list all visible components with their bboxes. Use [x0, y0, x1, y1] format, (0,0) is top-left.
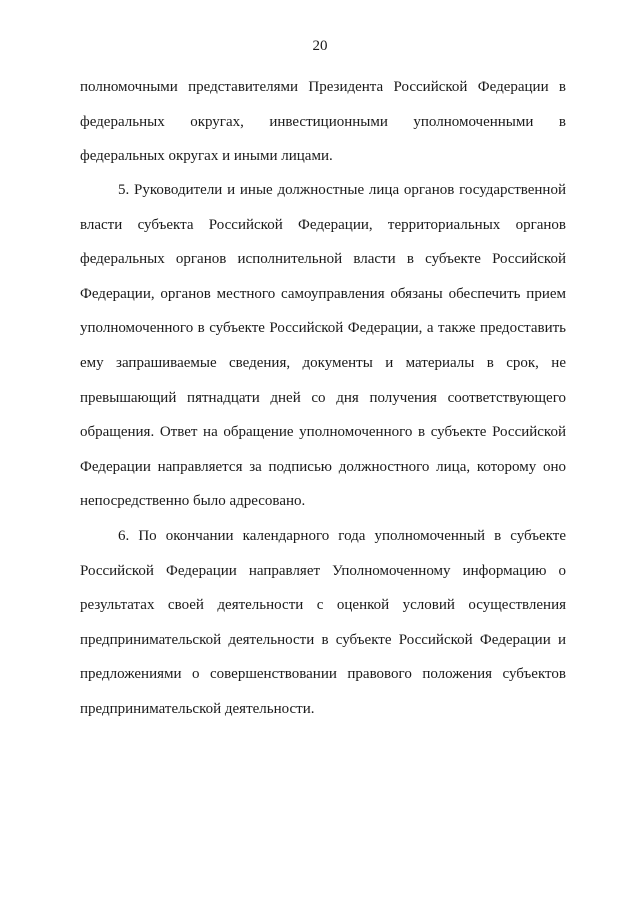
- paragraph-item-6: 6. По окончании календарного года уполномоченный в субъекте Российской Федерации направляет Уполномоченному информацию о результатах своей деятельности с оценкой условий осуществления предпринимательской деятельности в субъекте Российской Федерации и предложениями о совершенствовании правового положения субъектов предпринимательской деятельности.: [80, 528, 566, 717]
- page-number: 20: [312, 38, 328, 54]
- paragraph-continuation: полномочными представителями Президента Российской Федерации в федеральных округах, инвестиционными уполномоченными в федеральных округах и иными лицами.: [80, 79, 566, 165]
- paragraph-item-5: 5. Руководители и иные должностные лица органов государственной власти субъекта Российской Федерации, территориальных органов федеральных органов исполнительной власти в субъекте Российской Федерации, органов местного самоуправления обязаны обеспечить прием уполномоченного в субъекте Российской Федерации, а также предоставить ему запрашиваемые сведения, документы и материалы в срок, не превышающий пятнадцати дней со дня получения соответствующего обращения. Ответ на обращение уполномоченного в субъекте Российской Федерации направляется за подписью должностного лица, которому оно непосредственно было адресовано.: [80, 182, 566, 510]
